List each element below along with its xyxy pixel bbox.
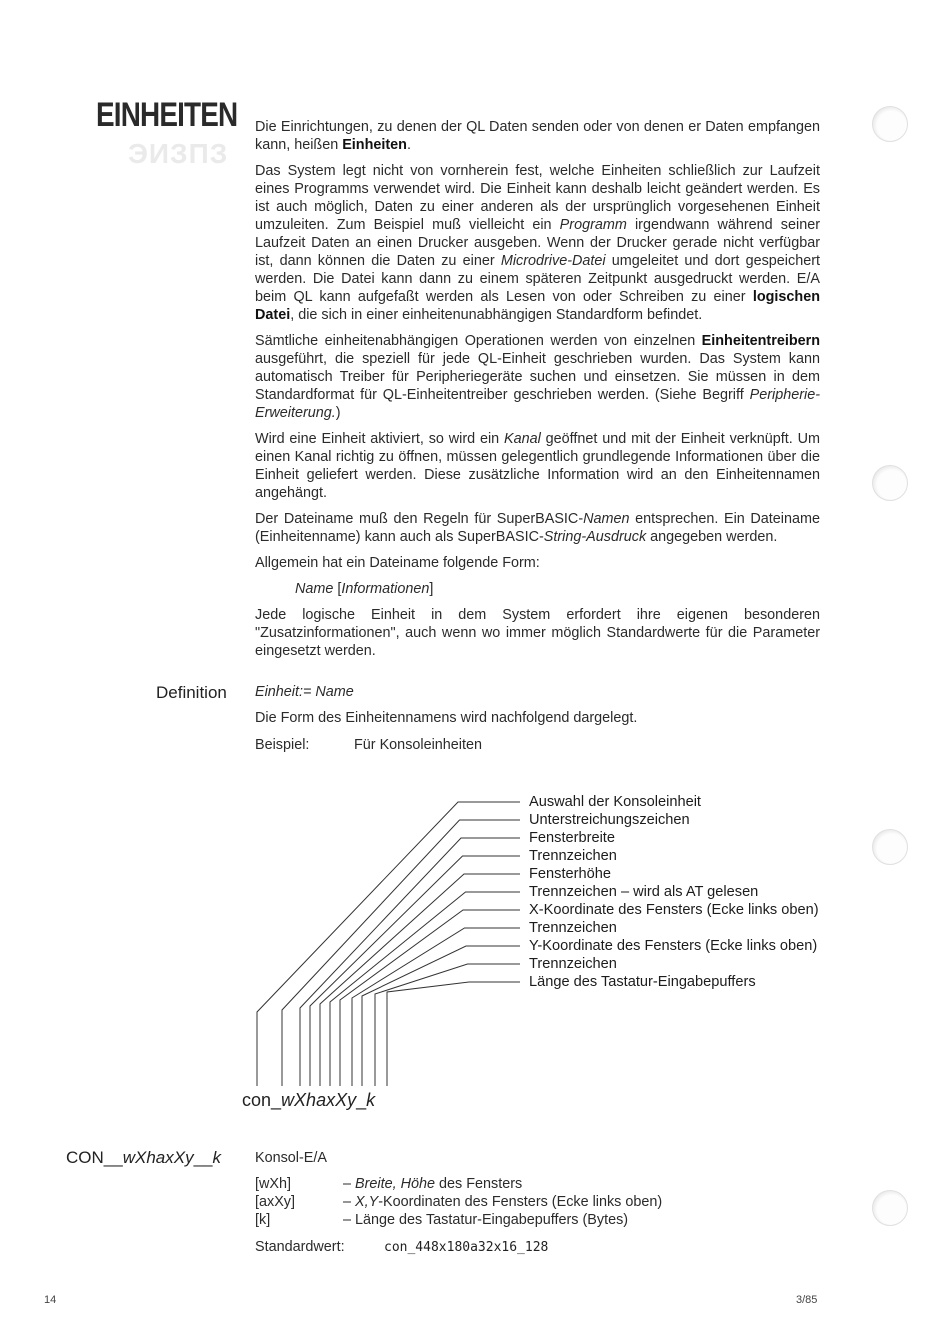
param-key: [wXh] xyxy=(255,1176,291,1192)
leader-line xyxy=(340,910,520,1086)
legend-item: Trennzeichen xyxy=(529,956,617,972)
diagram-legend xyxy=(529,793,819,991)
leader-line xyxy=(257,802,520,1086)
paragraph-5: Der Dateiname muß den Regeln für SuperBASIC-Namen entsprechen. Ein Dateiname (Einheitenname) kann auch als SuperBASIC-String-Ausdruck angegeben werden. xyxy=(255,511,820,545)
example-label: Beispiel: xyxy=(255,737,310,753)
paragraph-3: Sämtliche einheitenabhängigen Operationen werden von einzelnen Einheitentreibern ausgeführt, die speziell für jede QL-Einheit geschrieben wurden. Das System kann automatisch Treiber für Peripheriegeräte suchen und einsetzen. Sie müssen in dem Standardformat für QL-Einheitentreiber geschrieben werden. (Siehe Begriff Peripherie-Erweiterung.) xyxy=(255,333,820,421)
legend-item: Fensterhöhe xyxy=(529,866,611,882)
legend-item: Trennzeichen – wird als AT gelesen xyxy=(529,884,759,900)
leader-line xyxy=(330,892,520,1086)
param-desc: – Breite, Höhe des Fensters xyxy=(343,1176,523,1192)
diagram-con-label: con_wXhaxXy_k xyxy=(242,1090,376,1110)
legend-item: Fensterbreite xyxy=(529,830,615,846)
footer-date: 3/85 xyxy=(796,1294,818,1306)
legend-item: Unterstreichungszeichen xyxy=(529,812,690,828)
legend-item: X-Koordinate des Fensters (Ecke links oben) xyxy=(529,902,819,918)
param-desc: – Länge des Tastatur-Eingabepuffers (Bytes) xyxy=(343,1212,629,1228)
console-subtitle: Konsol-E/A xyxy=(255,1150,327,1166)
paragraph-2: Das System legt nicht von vornherein fest, welche Einheiten schließlich zur Laufzeit eines Programms verwendet wird. Die Einheit kann deshalb leicht geändert werden. Es ist auch möglich, Daten zu einer anderen als der ursprünglich vorgesehenen Einheit umzuleiten. Zum Beispiel muß vielleicht ein Programm irgendwann während seiner Laufzeit Daten an einen Drucker ausgeben. Wenn der Drucker gerade nicht verfügbar ist, dann können die Daten zu einer Microdrive-Datei umgeleitet und dort gespeichert werden. Die Datei kann dann zu einem späteren Zeitpunkt ausgedruckt werden. E/A beim QL kann aufgefaßt werden als Lesen von oder Schreiben zu einer logischen Datei, die sich in einer einheitenunabhängigen Standardform befindet. xyxy=(255,163,821,323)
page-number: 14 xyxy=(44,1294,57,1306)
param-desc: – X,Y-Koordinaten des Fensters (Ecke links oben) xyxy=(343,1194,663,1210)
leader-line xyxy=(282,820,520,1086)
legend-item: Trennzeichen xyxy=(529,920,617,936)
legend-item: Länge des Tastatur-Eingabepuffers xyxy=(529,974,756,990)
syntax-form: Name [Informationen] xyxy=(295,581,434,597)
param-key: [k] xyxy=(255,1212,271,1228)
default-value: con_448x180a32x16_128 xyxy=(384,1240,549,1255)
legend-item: Auswahl der Konsoleinheit xyxy=(529,794,701,810)
definition-text: Die Form des Einheitennamens wird nachfolgend dargelegt. xyxy=(255,710,638,726)
definition-formula: Einheit:= Name xyxy=(255,684,354,700)
paragraph-1: Die Einrichtungen, zu denen der QL Daten senden oder von denen er Daten empfangen kann, heißen Einheiten. xyxy=(255,119,820,153)
paragraph-4: Wird eine Einheit aktiviert, so wird ein Kanal geöffnet und mit der Einheit verknüpft. Um einen Kanal richtig zu öffnen, müssen gelegentlich grundlegende Informationen über die Einheit geliefert werden. Diese zusätzliche Information wird an den Einheitennamen angehängt. xyxy=(255,431,820,501)
legend-item: Y-Koordinate des Fensters (Ecke links oben) xyxy=(529,938,818,954)
page-title: EINHEITEN xyxy=(96,96,238,134)
paragraph-8: Jede logische Einheit in dem System erfordert ihre eigenen besonderen "Zusatzinformationen", auch wenn wo immer möglich Standardwerte für die Parameter eingesetzt werden. xyxy=(255,607,820,659)
leader-line xyxy=(387,982,520,1086)
param-key: [axXy] xyxy=(255,1194,295,1210)
paragraph-6: Allgemein hat ein Dateiname folgende Form: xyxy=(255,555,540,571)
ghost-heading: ЭИЗПЗ xyxy=(128,138,229,169)
leader-line xyxy=(320,874,520,1086)
legend-item: Trennzeichen xyxy=(529,848,617,864)
example-value: Für Konsoleinheiten xyxy=(354,737,482,753)
definition-label: Definition xyxy=(156,683,227,702)
console-title: CON__wXhaxXy__k xyxy=(66,1148,221,1167)
default-label: Standardwert: xyxy=(255,1239,345,1255)
